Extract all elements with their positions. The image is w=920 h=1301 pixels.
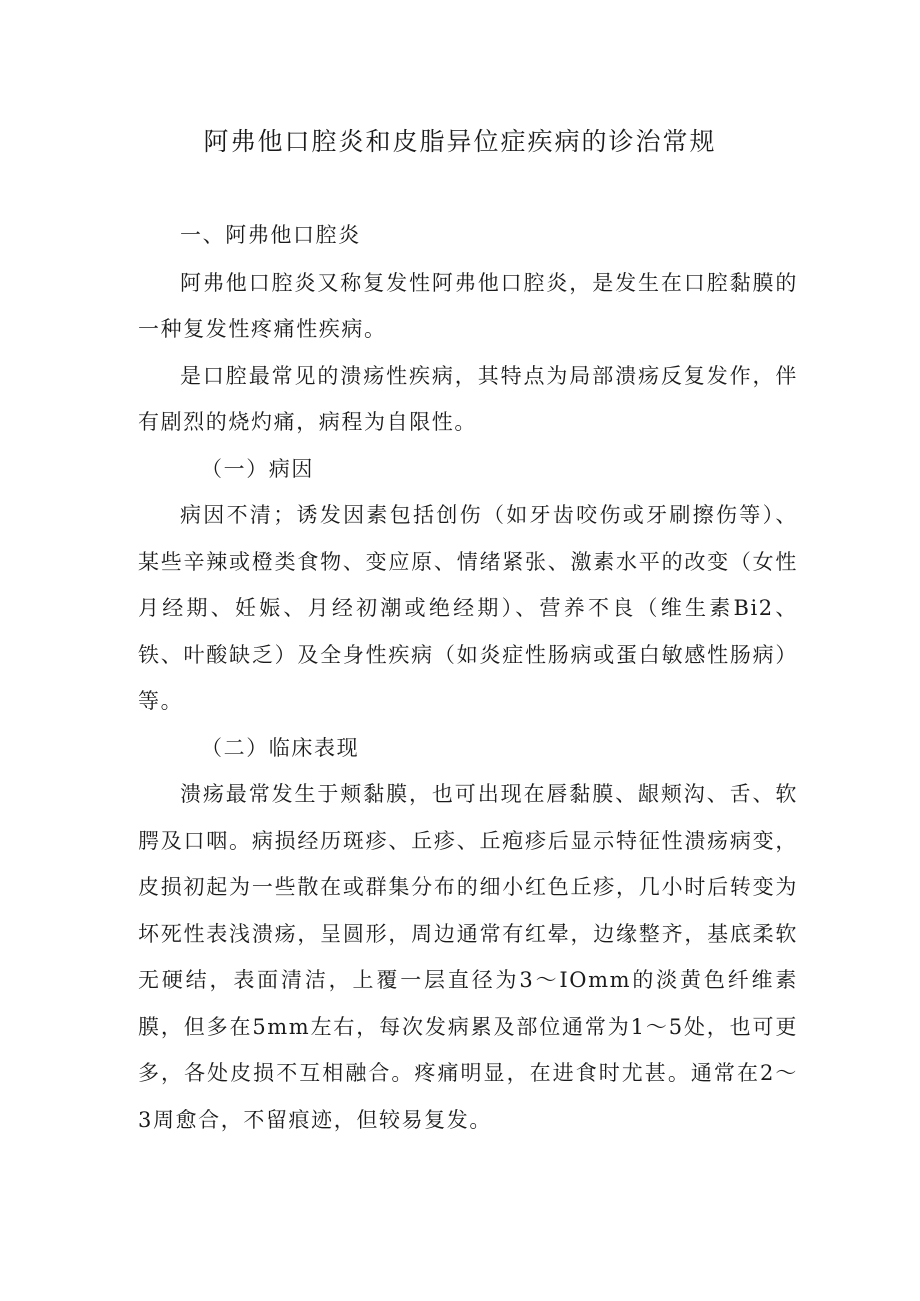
document-body [138,212,798,1143]
paragraph: 是口腔最常见的溃疡性疾病，其特点为局部溃疡反复发作，伴有剧烈的烧灼痛，病程为自限性。 [138,363,798,434]
section-heading: 一、阿弗他口腔炎 [180,223,361,247]
paragraph-cause: 病因不清；诱发因素包括创伤（如牙齿咬伤或牙刷擦伤等）、某些辛辣或橙类食物、变应原、情绪紧张、激素水平的改变（女性月经期、妊娠、月经初潮或绝经期）、营养不良（维生素Bi2、铁、叶酸缺乏）及全身性疾病（如炎症性肠病或蛋白敏感性肠病）等。 [138,503,798,713]
subsection-heading-cause: （一）病因 [201,456,314,481]
document-title: 阿弗他口腔炎和皮脂异位症疾病的诊治常规 [203,127,717,156]
paragraph-clinical: 溃疡最常发生于颊黏膜，也可出现在唇黏膜、龈颊沟、舌、软腭及口咽。病损经历斑疹、丘疹、丘疱疹后显示特征性溃疡病变，皮损初起为一些散在或群集分布的细小红色丘疹，几小时后转变为坏死性表浅溃疡，呈圆形，周边通常有红晕，边缘整齐，基底柔软无硬结，表面清洁，上覆一层直径为3～IOmm的淡黄色纤维素膜，但多在5mm左右，每次发病累及部位通常为1～5处，也可更多，各处皮损不互相融合。疼痛明显，在进食时尤甚。通常在2～3周愈合，不留痕迹，但较易复发。 [138,782,798,1132]
paragraph: 阿弗他口腔炎又称复发性阿弗他口腔炎，是发生在口腔黏膜的一种复发性疼痛性疾病。 [138,270,798,341]
subsection-heading-clinical: （二）临床表现 [201,735,360,760]
